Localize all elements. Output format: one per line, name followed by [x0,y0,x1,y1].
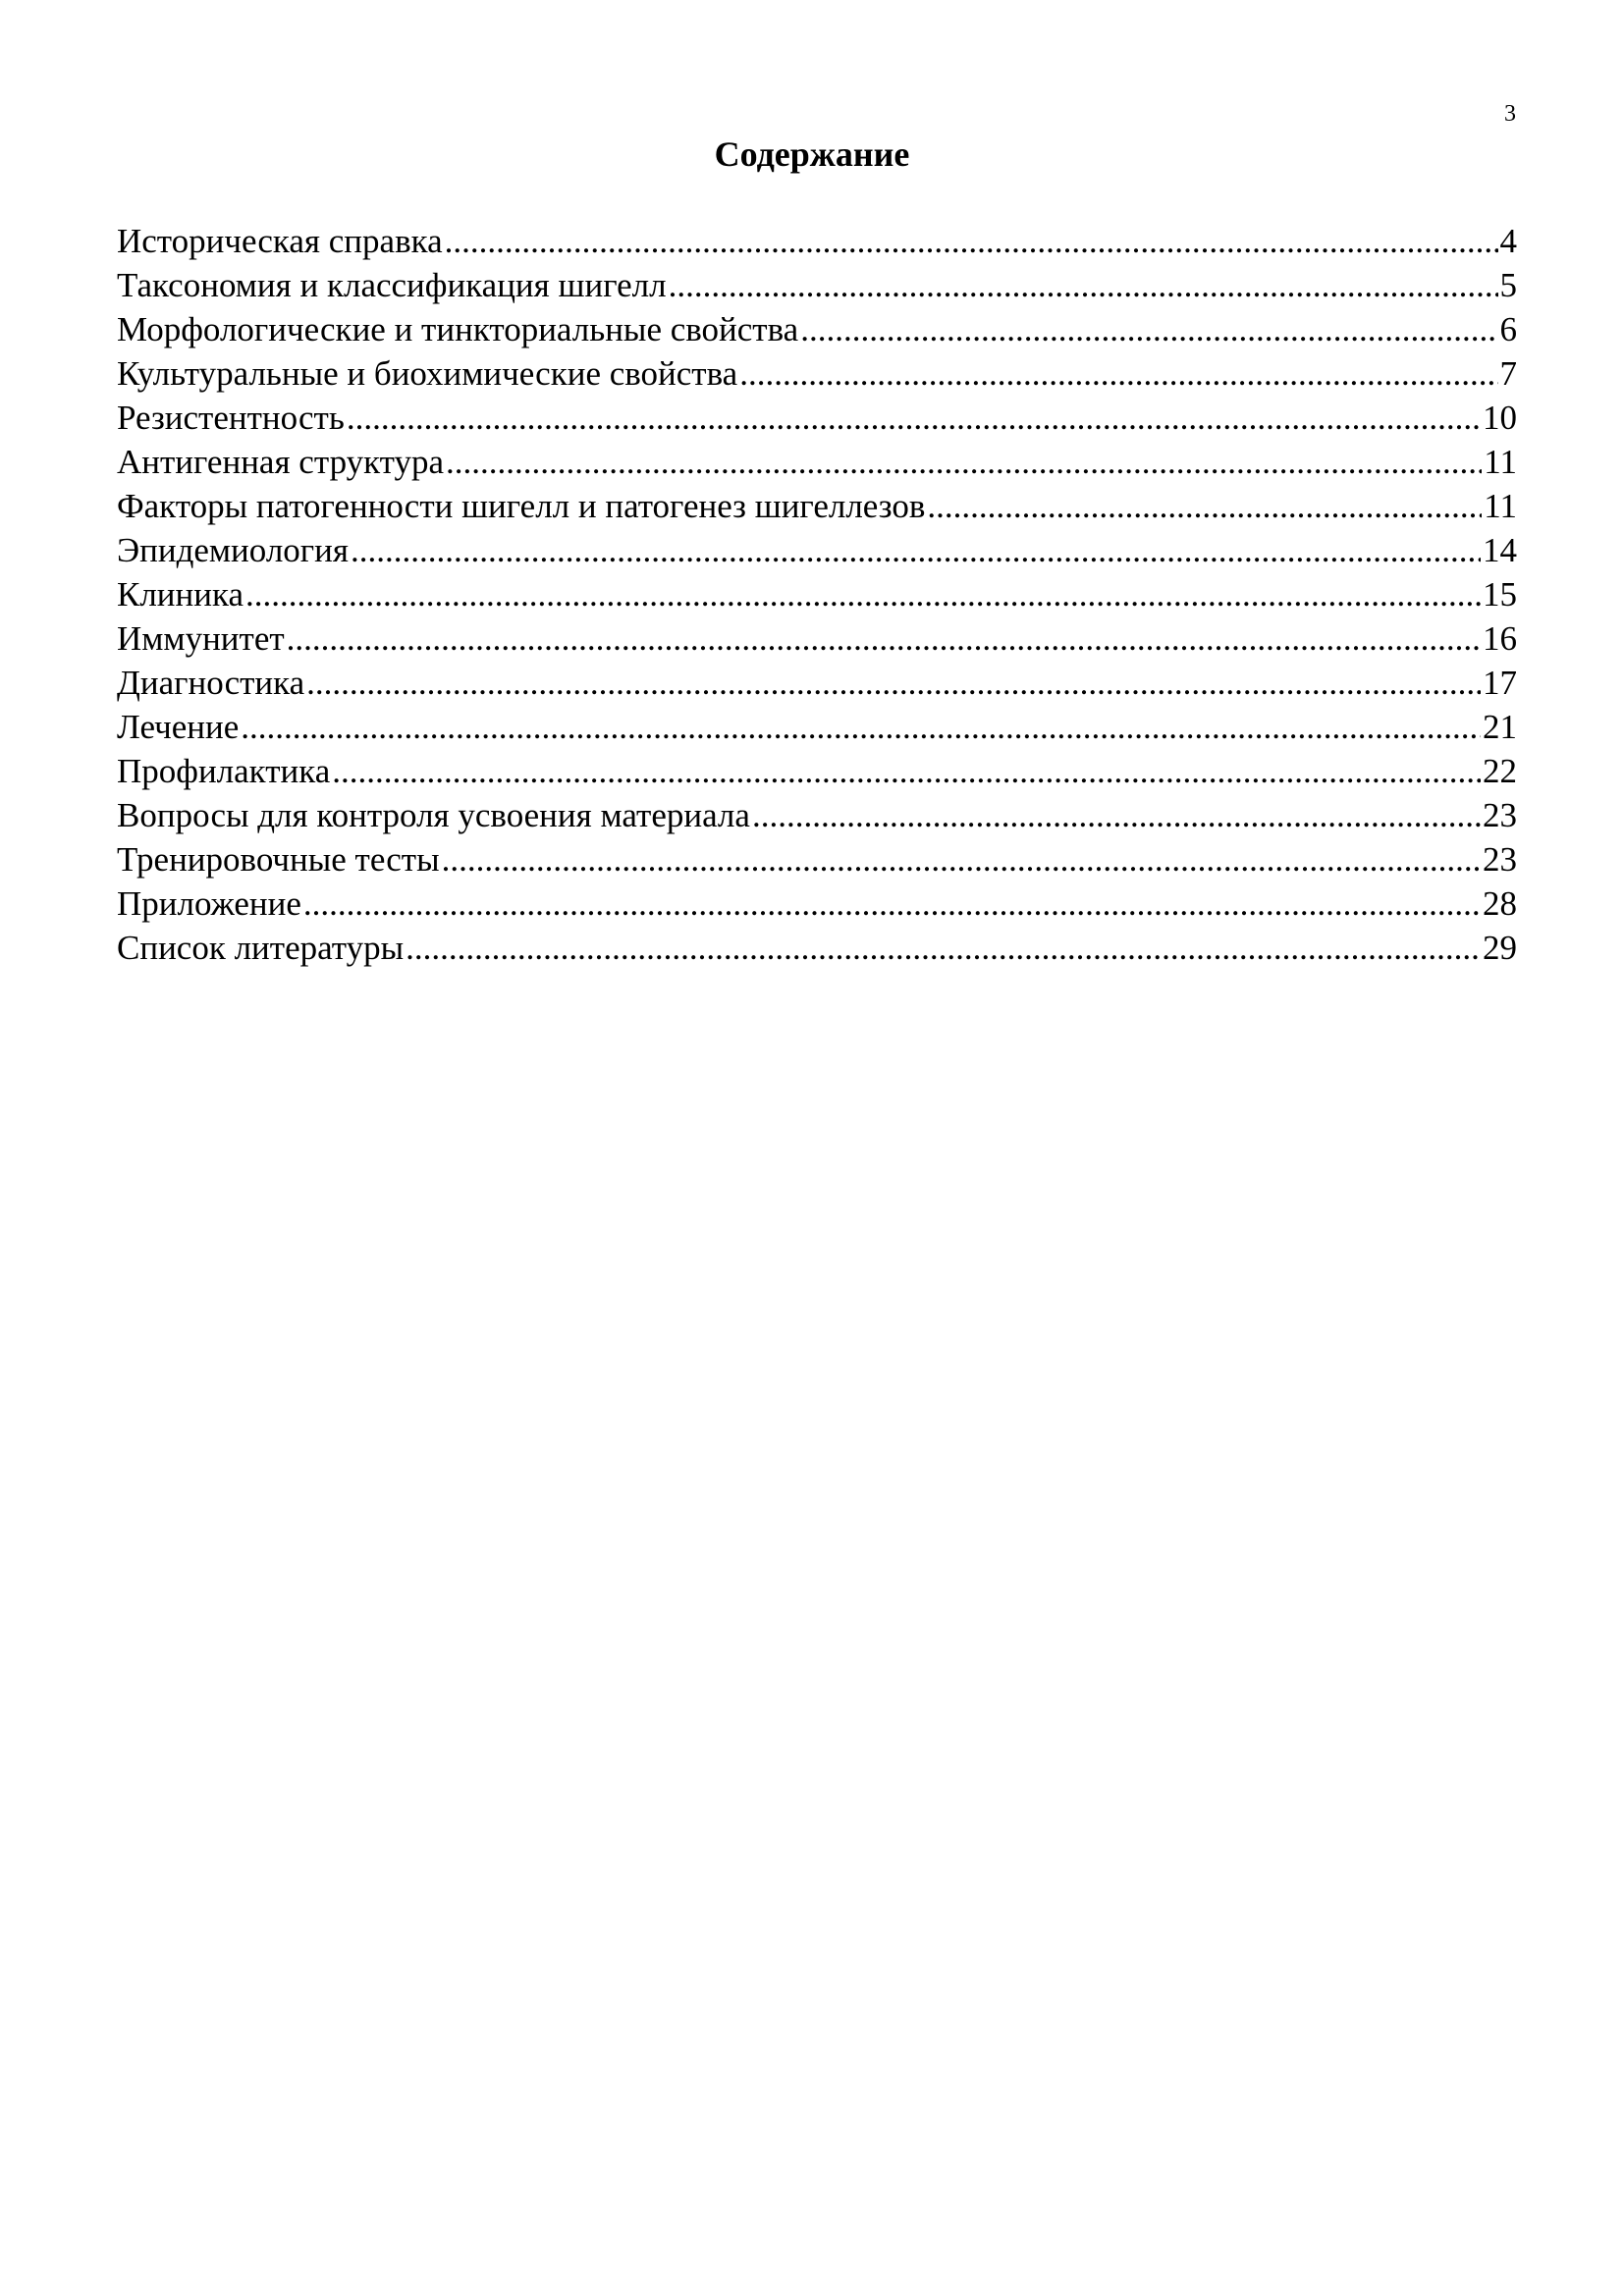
table-of-contents [117,219,1517,970]
toc-item-page: 5 [1499,266,1517,304]
toc-item-label: Таксономия и классификация шигелл [117,266,667,304]
toc-item[interactable] [117,440,1517,484]
toc-item-label: Культуральные и биохимические свойства [117,354,738,393]
toc-item-page: 4 [1499,222,1517,260]
toc-dot-leader [927,484,1482,528]
toc-item-label: Антигенная структура [117,443,445,481]
toc-dot-leader [306,661,1481,705]
toc-item-label: Эпидемиология [117,531,349,569]
toc-item-label: Диагностика [117,664,305,702]
toc-item-label: Список литературы [117,929,405,967]
toc-item[interactable] [117,572,1517,616]
toc-item-page: 16 [1483,619,1517,658]
toc-item-page: 7 [1499,354,1517,393]
toc-item-label: Приложение [117,884,301,923]
toc-dot-leader [245,572,1481,616]
toc-item-page: 11 [1484,487,1517,525]
toc-item-page: 21 [1483,708,1517,746]
toc-item-page: 14 [1483,531,1517,569]
toc-item-label: Резистентность [117,399,345,437]
toc-item[interactable] [117,307,1517,351]
toc-item[interactable] [117,661,1517,705]
toc-dot-leader [332,749,1481,793]
toc-dot-leader [739,351,1497,396]
toc-item[interactable] [117,793,1517,837]
toc-dot-leader [446,440,1482,484]
toc-item-label: Иммунитет [117,619,285,658]
toc-dot-leader [303,881,1481,926]
toc-item-page: 10 [1483,399,1517,437]
toc-dot-leader [442,837,1481,881]
page-number: 3 [1504,101,1516,127]
toc-dot-leader [800,307,1497,351]
toc-item[interactable] [117,484,1517,528]
toc-item[interactable] [117,837,1517,881]
toc-item[interactable] [117,528,1517,572]
toc-item-page: 11 [1484,443,1517,481]
toc-item[interactable] [117,396,1517,440]
toc-item-label: Лечение [117,708,240,746]
page-title: Содержание [714,134,910,174]
toc-item-page: 29 [1483,929,1517,967]
toc-dot-leader [347,396,1481,440]
toc-item-page: 23 [1483,796,1517,834]
toc-item-label: Вопросы для контроля усвоения материала [117,796,750,834]
toc-item-label: Тренировочные тесты [117,840,440,879]
toc-item-page: 6 [1499,310,1517,348]
toc-item[interactable] [117,263,1517,307]
toc-item-page: 15 [1483,575,1517,614]
toc-item[interactable] [117,616,1517,661]
toc-item-page: 23 [1483,840,1517,879]
toc-dot-leader [241,705,1481,749]
toc-dot-leader [445,219,1498,263]
toc-item-page: 28 [1483,884,1517,923]
toc-item-page: 17 [1483,664,1517,702]
toc-item-page: 22 [1483,752,1517,790]
toc-dot-leader [287,616,1481,661]
toc-dot-leader [406,926,1481,970]
toc-item[interactable] [117,705,1517,749]
toc-dot-leader [669,263,1498,307]
toc-dot-leader [752,793,1481,837]
toc-item-label: Историческая справка [117,222,443,260]
toc-item[interactable] [117,219,1517,263]
toc-item-label: Профилактика [117,752,331,790]
toc-item[interactable] [117,351,1517,396]
toc-item-label: Клиника [117,575,244,614]
toc-item[interactable] [117,749,1517,793]
toc-item-label: Морфологические и тинкториальные свойства [117,310,799,348]
toc-item-label: Факторы патогенности шигелл и патогенез шигеллезов [117,487,926,525]
toc-item[interactable] [117,926,1517,970]
toc-item[interactable] [117,881,1517,926]
toc-dot-leader [351,528,1481,572]
